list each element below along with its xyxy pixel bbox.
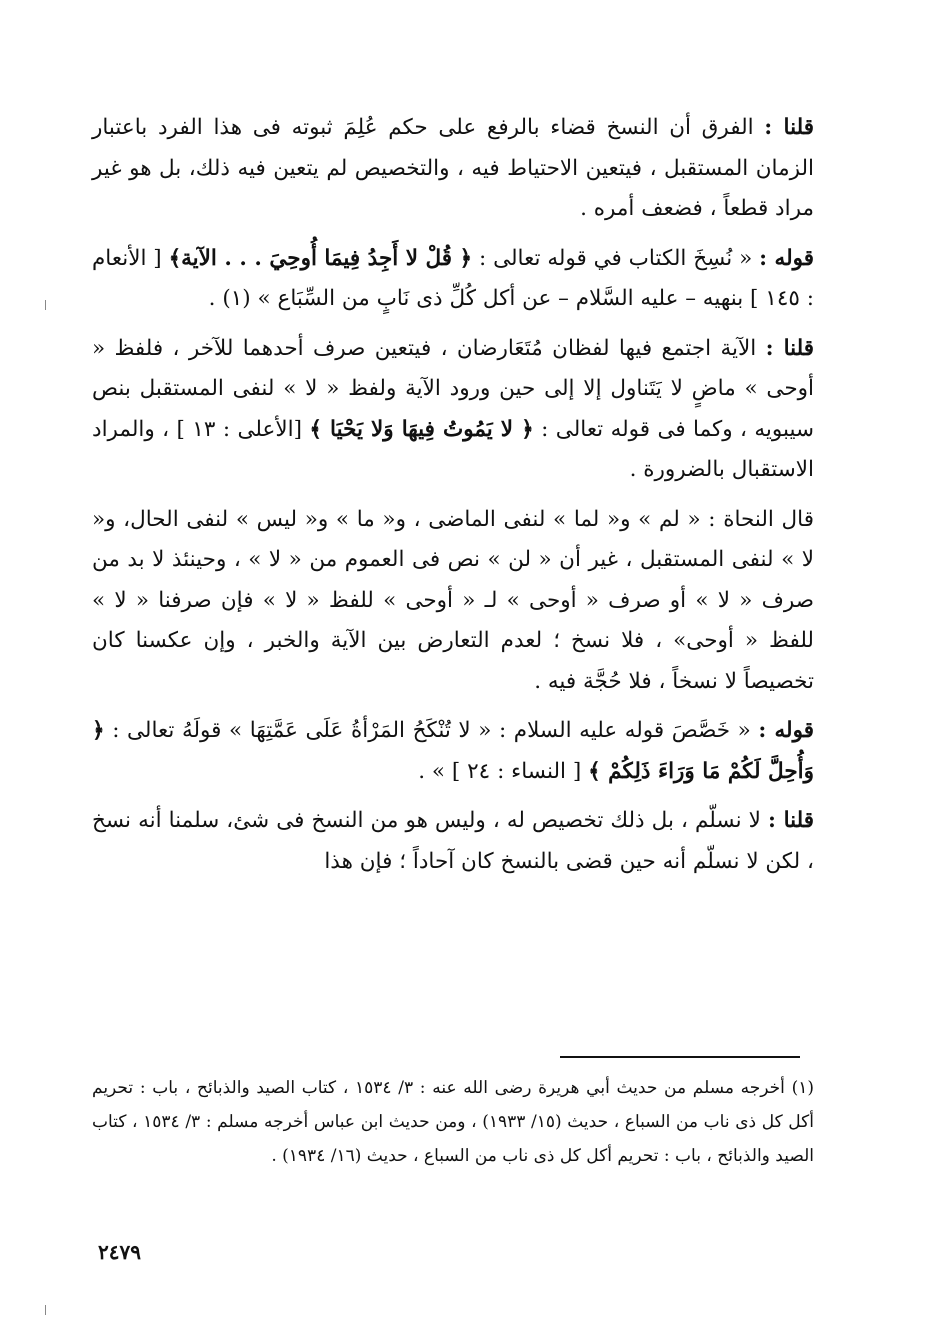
paragraph-body: « خَصَّصَ قوله عليه السلام : « لا تُنْكَحُ المَرْأةُ عَلَى عَمَّتِهَا » قولَهُ تعالى : bbox=[112, 718, 751, 743]
main-text bbox=[92, 108, 814, 882]
quran-verse: ﴿ قُلْ لا أَجِدُ فِيمَا أُوحِيَ . . . الآية﴾ bbox=[168, 245, 473, 271]
paragraph-4 bbox=[92, 500, 814, 703]
paragraph-5 bbox=[92, 711, 814, 792]
paragraph-body: [الأعلى : ١٣ ] ، والمراد الاستقبال بالضرورة . bbox=[92, 416, 814, 482]
paragraph-lead: قوله : bbox=[759, 245, 815, 271]
quran-verse: ﴿ وَأُحِلَّ لَكُمْ مَا وَرَاءَ ذَلِكُمْ ﴾ bbox=[92, 718, 814, 784]
paragraph-lead: قلنا : bbox=[764, 115, 814, 140]
footnote: (١) أخرجه مسلم من حديث أبي هريرة رضى الله عنه : ٣/ ١٥٣٤ ، كتاب الصيد والذبائح ، باب : تحريم أكل كل ذى ناب من السباع ، حديث (١٥/ ١٩٣٣) ، ومن حديث ابن عباس أخرجه مسلم : ٣/ ١٥٣٤ ، كتاب الصيد والذبائح ، باب : تحريم أكل كل ذى ناب من السباع ، حديث (١٦/ ١٩٣٤) . bbox=[92, 1078, 814, 1166]
paragraph-body: [ الأنعام : ١٤٥ ] بنهيه – عليه السَّلام – عن أكل كُلِّ ذى نَابٍ من السِّبَاع » (١) . bbox=[92, 245, 814, 311]
paragraph-6 bbox=[92, 801, 814, 882]
paragraph-body: « نُسِخَ الكتاب في قوله تعالى : bbox=[479, 245, 753, 271]
footnote-separator bbox=[560, 1056, 800, 1058]
paragraph-lead: قوله : bbox=[758, 718, 814, 743]
paragraph-1 bbox=[92, 108, 814, 230]
quran-verse: ﴿ لا يَمُوتُ فِيهَا وَلا يَحْيَا ﴾ bbox=[309, 416, 534, 442]
scan-speck bbox=[45, 1305, 46, 1315]
paragraph-2 bbox=[92, 239, 814, 320]
paragraph-body: الآية اجتمع فيها لفظان مُتَعَارضان ، فيتعين صرف أحدهما للآخر ، فلفظ « أوحى » ماضٍ لا يَتَناول إلا إلى حين ورود الآية ولفظ « لا » لنفى المستقبل بنص سيبويه ، وكما فى قوله تعالى : bbox=[92, 335, 815, 442]
paragraph-3 bbox=[92, 329, 814, 491]
paragraph-body: قال النحاة : « لم » و« لما » لنفى الماضى ، و« ما » و« ليس » لنفى الحال، و« لا » لنفى المستقبل ، غير أن « لن » نص فى العموم من « لا » ، وحينئذ لا بد من صرف « لا » أو صرف « أوحى » لـ « أوحى » للفظ « لا » فإن صرفنا « لا » للفظ « أوحى» ، فلا نسخ ؛ لعدم التعارض بين الآية والخبر ، وإن عكسنا كان تخصيصاً لا نسخاً ، فلا حُجَّة فيه . bbox=[92, 506, 814, 694]
page-number: ٢٤٧٩ bbox=[98, 1240, 141, 1264]
paragraph-lead: قلنا : bbox=[765, 335, 815, 361]
scan-speck bbox=[45, 300, 46, 310]
paragraph-lead: قلنا : bbox=[767, 808, 815, 833]
paragraph-body: لا نسلّم ، بل ذلك تخصيص له ، وليس هو من النسخ فى شئ، سلمنا أنه نسخ ، لكن لا نسلّم أنه حين قضى بالنسخ كان آحاداً ؛ فإن هذا bbox=[92, 808, 814, 874]
paragraph-body: الفرق أن النسخ قضاء بالرفع على حكم عُلِمَ ثبوته فى هذا الفرد باعتبار الزمان المستقبل ، فيتعين الاحتياط فيه ، والتخصيص لم يتعين فيه ذلك، بل هو غير مراد قطعاً ، فضعف أمره . bbox=[92, 115, 814, 221]
paragraph-body: [ النساء : ٢٤ ] » . bbox=[418, 758, 582, 784]
